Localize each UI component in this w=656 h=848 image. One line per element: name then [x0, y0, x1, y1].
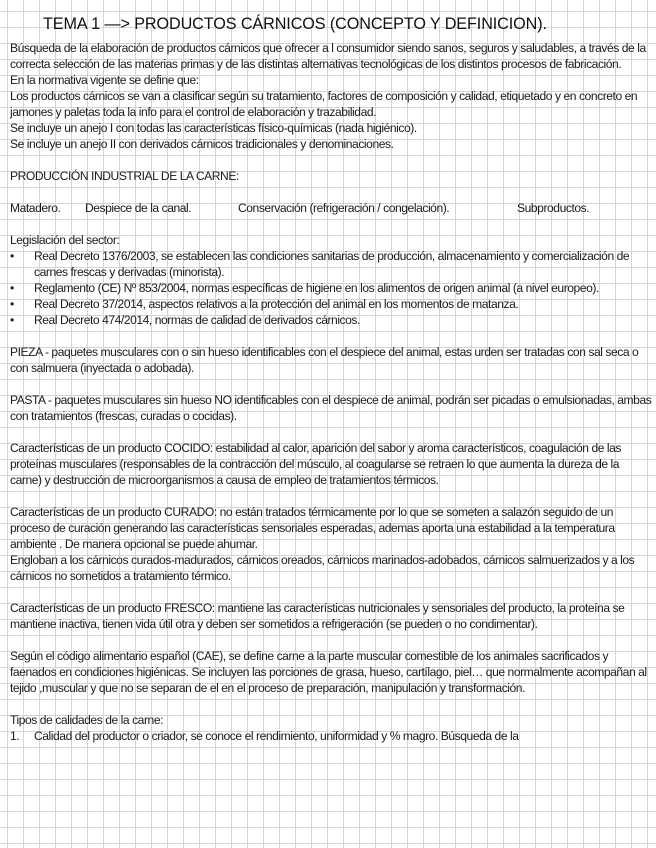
- production-item: Matadero.: [10, 201, 61, 215]
- bullet-marker: •: [10, 249, 14, 263]
- quality-heading: Tipos de calidades de la carne:: [10, 713, 164, 727]
- quality-list: [10, 728, 652, 744]
- intro-paragraph: Se incluye un anejo II con derivados cárnicos tradicionales y denominaciones.: [10, 137, 394, 151]
- cocido-paragraph: Características de un producto COCIDO: estabilidad al calor, aparición del sabor y aroma característicos, coagulación de las proteínas musculares (responsables de la contracción del músculo, al coagularse se retraen lo que aumenta la dureza de la carne) y destrucción de microorganismos a causa de empleo de tratamientos térmicos.: [10, 441, 622, 487]
- list-item: [10, 312, 652, 328]
- list-item: [10, 248, 652, 280]
- list-item: [10, 296, 652, 312]
- production-item: Conservación (refrigeración / congelación).: [238, 201, 450, 215]
- bullet-marker: •: [10, 313, 14, 327]
- production-item: Despiece de la canal.: [85, 201, 192, 215]
- list-item: [10, 280, 652, 296]
- intro-paragraph: Se incluye un anejo I con todas las características físico-químicas (nada higiénico).: [10, 121, 417, 135]
- list-item-text: Reglamento (CE) Nº 853/2004, normas específicas de higiene en los alimentos de origen animal (a nivel europeo).: [34, 281, 599, 295]
- legislation-list: [10, 248, 652, 328]
- bullet-marker: •: [10, 297, 14, 311]
- curado-paragraph: Características de un producto CURADO: no están tratados térmicamente por lo que se someten a salazón seguido de un proceso de curación generando las características sensoriales esperadas, ademas aporta una estabilidad a la temperatura ambiente . De manera opcional se puede ahumar.: [10, 505, 615, 551]
- intro-section: [10, 40, 652, 152]
- production-item: Subproductos.: [517, 201, 590, 215]
- intro-paragraph: Los productos cárnicos se van a clasificar según su tratamiento, factores de composición y calidad, etiquetado y en concreto en jamones y paletas toda la info para el control de elaboración y trazabilidad.: [10, 89, 638, 119]
- list-item-text: Real Decreto 1376/2003, se establecen las condiciones sanitarias de producción, almacenamiento y comercialización de carnes frescas y derivadas (minorista).: [34, 249, 630, 279]
- document-page: [10, 14, 652, 744]
- curado-paragraph-2: Engloban a los cárnicos curados-madurados, cárnicos oreados, cárnicos marinados-adobados, cárnicos salmuerizados y a los cárnicos no sometidos a tratamiento térmico.: [10, 553, 635, 583]
- production-heading: PRODUCCIÓN INDUSTRIAL DE LA CARNE:: [10, 169, 239, 183]
- list-item: [10, 728, 652, 744]
- list-item-text: Calidad del productor o criador, se conoce el rendimiento, uniformidad y % magro. Búsqueda de la: [34, 729, 519, 743]
- production-items: [10, 200, 652, 216]
- list-item-text: Real Decreto 37/2014, aspectos relativos a la protección del animal en los momentos de matanza.: [34, 297, 519, 311]
- cae-paragraph: Según el código alimentario español (CAE), se define carne a la parte muscular comestible de los animales sacrificados y faenados en condiciones higiénicas. Se incluyen las porciones de grasa, hueso, cartílago, piel… que normalmente acompañan al tejido ,muscular y que no se separan de el en el proceso de preparación, manipulación y transformación.: [10, 649, 647, 695]
- intro-paragraph: En la normativa vigente se define que:: [10, 73, 199, 87]
- intro-paragraph: Búsqueda de la elaboración de productos cárnicos que ofrecer a l consumidor siendo sanos, seguros y saludables, a través de la correcta selección de las materias primas y de las distintas alternativas tecnológicas de los distintos procesos de fabricación.: [10, 41, 646, 71]
- list-number: 1.: [10, 729, 20, 743]
- pasta-paragraph: PASTA - paquetes musculares sin hueso NO identificables con el despiece de animal, podrán ser picadas o emulsionadas, ambas con tratamientos (frescas, curadas o cocidas).: [10, 393, 652, 423]
- page-title: TEMA 1 —> PRODUCTOS CÁRNICOS (CONCEPTO Y DEFINICION).: [43, 15, 547, 33]
- bullet-marker: •: [10, 281, 14, 295]
- fresco-paragraph: Características de un producto FRESCO: mantiene las características nutricionales y sensoriales del producto, la proteína se mantiene inactiva, tienen vida útil otra y deben ser sometidos a refrigeración (se pueden o no condimentar).: [10, 601, 625, 631]
- pieza-paragraph: PIEZA - paquetes musculares con o sin hueso identificables con el despiece del animal, estas urden ser tratadas con sal seca o con salmuera (inyectada o adobada).: [10, 345, 639, 375]
- list-item-text: Real Decreto 474/2014, normas de calidad de derivados cárnicos.: [34, 313, 360, 327]
- legislation-heading: Legislación del sector:: [10, 233, 120, 247]
